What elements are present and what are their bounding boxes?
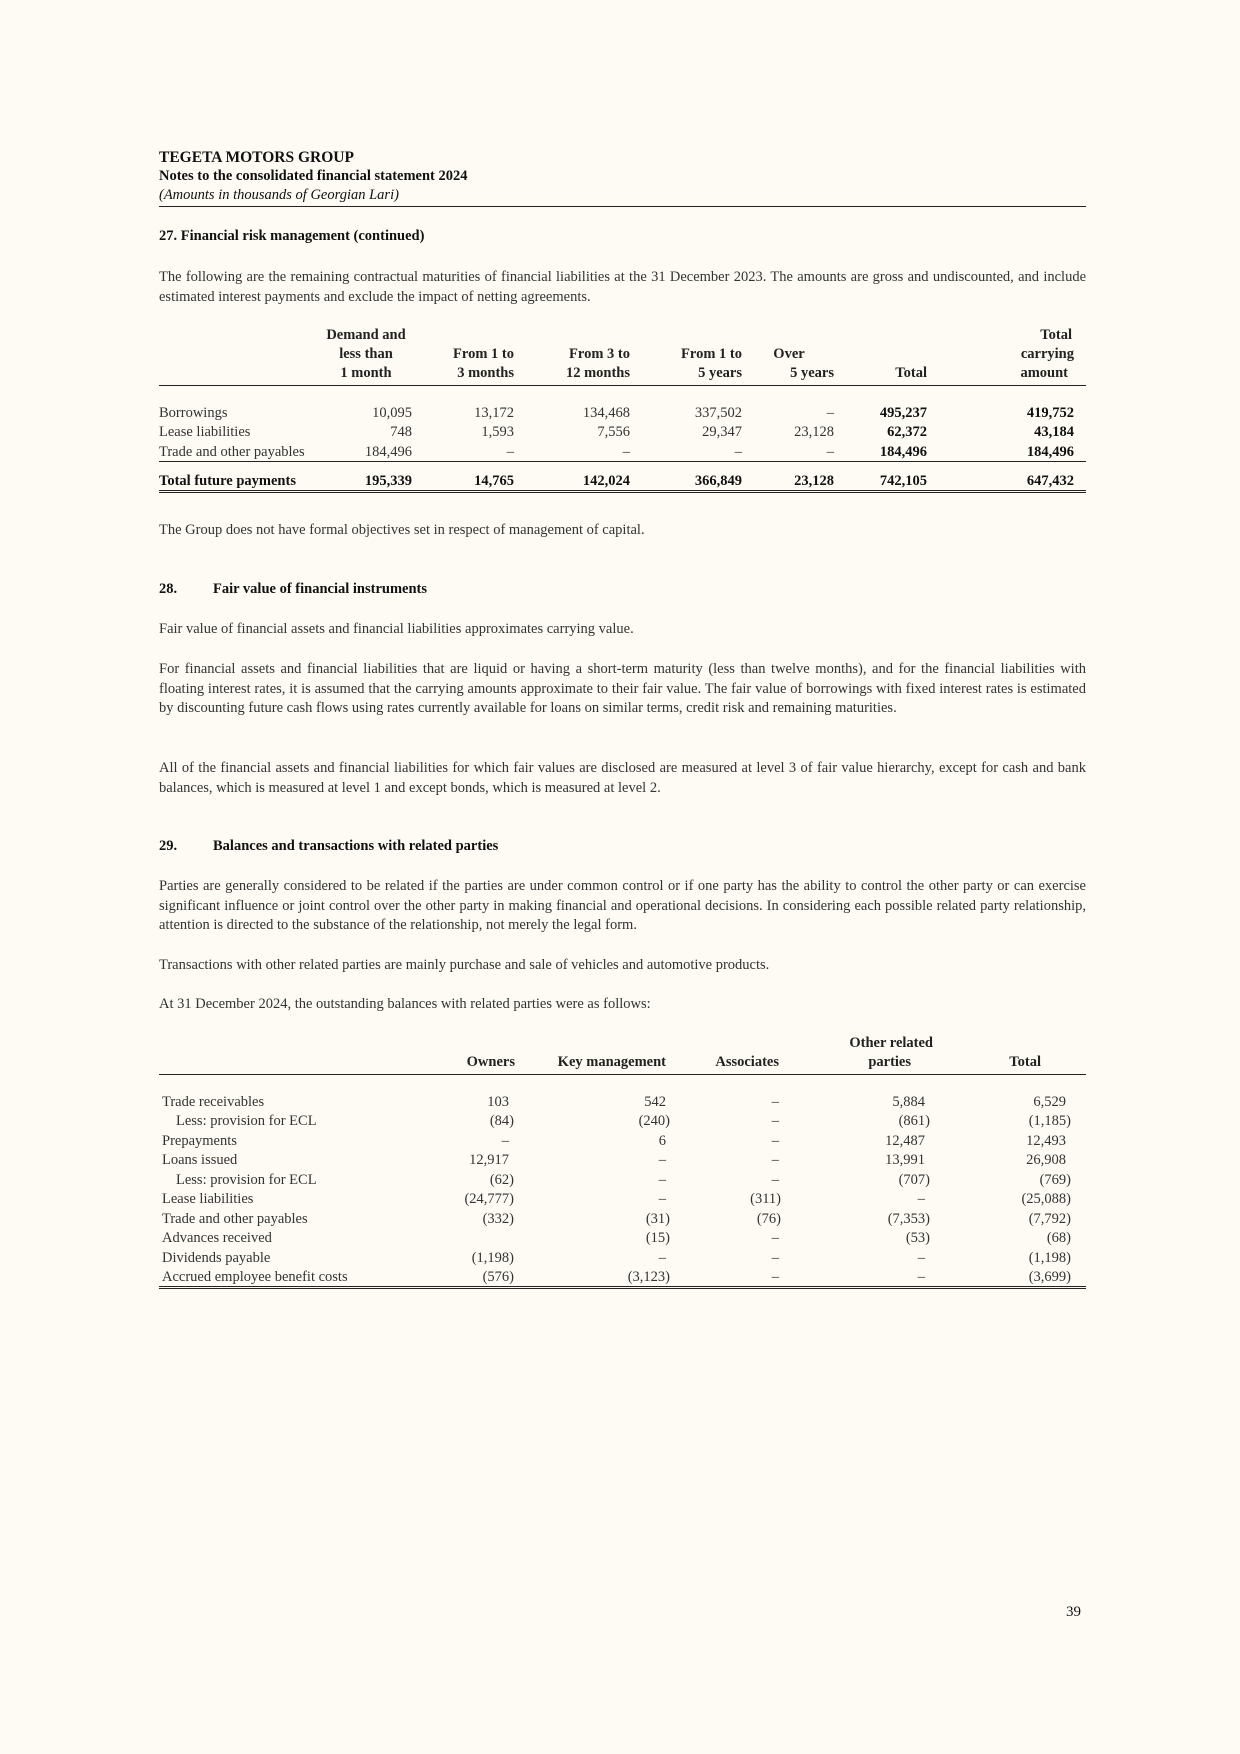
table-row: Borrowings 10,095 13,172 134,468 337,502 – 495,237 419,752 [159,404,1074,421]
section-28-paragraph: All of the financial assets and financial liabilities for which fair values are disclosed are measured at level 3 of fair value hierarchy, except for cash and bank balances, which is measured at level 1 and except bonds, which is measured at level 2. [159,760,1086,796]
section-29-paragraph: At 31 December 2024, the outstanding balances with related parties were as follows: [159,996,651,1012]
table-row: Trade receivables 103 542 – 5,884 6,529 [162,1093,1066,1110]
table-row: Advances received (15) – (53) (68) [162,1230,1071,1246]
header-divider [159,206,1086,207]
column-header: From 3 to 12 months [565,346,630,381]
table-row: Lease liabilities (24,777) – (311) – (25,088) [162,1191,1071,1207]
section-28-paragraph: For financial assets and financial liabilities that are liquid or having a short-term maturity (less than twelve months), and for the financial liabilities with floating interest rates, it is assumed that the carrying amounts approximate to their fair value. The fair value of borrowings with fixed interest rates is estimated by discounting future cash flows using rates currently available for loans on similar terms, credit risk and remaining maturities. [159,661,1086,716]
column-header: Total [1009,1054,1041,1070]
table-row: Loans issued 12,917 – – 13,991 26,908 [162,1152,1066,1168]
table-row: Trade and other payables (332) (31) (76) (7,353) (7,792) [162,1210,1071,1227]
page-header [159,148,1086,205]
table-row: Trade and other payables 184,496 – – – – 184,496 184,496 [159,441,1086,461]
table-total-row: Total future payments 195,339 14,765 142,024 366,849 23,128 742,105 647,432 [159,461,1086,491]
page-number: 39 [1066,1604,1081,1620]
amounts-note: (Amounts in thousands of Georgian Lari) [159,187,399,203]
section-27-intro: The following are the remaining contractual maturities of financial liabilities at the 31 December 2023. The amounts are gross and undiscounted, and include estimated interest payments and exclude the impact of netting agreements. [159,269,1086,305]
section-number: 29. [159,838,178,854]
table-row: Less: provision for ECL (62) – – (707) (769) [176,1171,1071,1188]
column-header: Total carrying amount [1020,327,1074,381]
maturity-table [159,326,1086,493]
column-header: Total [895,365,927,381]
column-header: Associates [715,1054,779,1070]
table-header-row [159,1034,1086,1075]
document-subtitle: Notes to the consolidated financial statement 2024 [159,168,468,184]
section-28-title: 28. Fair value of financial instruments [159,581,428,597]
column-header: From 1 to 5 years [681,346,742,381]
table-row: Less: provision for ECL (84) (240) – (861) (1,185) [176,1113,1071,1129]
section-28-paragraph: Fair value of financial assets and financial liabilities approximates carrying value. [159,621,634,637]
table-row: Prepayments – 6 – 12,487 12,493 [162,1132,1066,1149]
related-parties-table [159,1034,1086,1289]
section-29-paragraph: Transactions with other related parties are mainly purchase and sale of vehicles and automotive products. [159,957,770,973]
column-header: Over 5 years [773,346,834,381]
section-29-paragraph: Parties are generally considered to be related if the parties are under common control or if one party has the ability to control the other party or can exercise significant influence or joint control over the other party in making financial and operational decisions. In considering each possible related party relationship, attention is directed to the substance of the relationship, not merely the legal form. [159,878,1086,933]
table-header-row [159,326,1086,386]
section-27-title: 27. Financial risk management (continued) [159,228,425,244]
column-header: Demand and less than 1 month [326,327,406,381]
table-row: Accrued employee benefit costs (576) (3,123) – – (3,699) [159,1267,1086,1288]
capital-management-note: The Group does not have formal objectives set in respect of management of capital. [159,522,645,538]
section-number: 28. [159,581,178,597]
table-row: Dividends payable (1,198) – – – (1,198) [162,1249,1071,1266]
column-header: Other related parties [849,1035,933,1070]
column-header: From 1 to 3 months [453,346,514,381]
column-header: Key management [557,1054,666,1070]
company-name: TEGETA MOTORS GROUP [159,149,354,166]
table-row: Lease liabilities 748 1,593 7,556 29,347 23,128 62,372 43,184 [159,424,1074,440]
section-29-title: 29. Balances and transactions with related parties [159,838,499,854]
column-header: Owners [466,1054,515,1070]
